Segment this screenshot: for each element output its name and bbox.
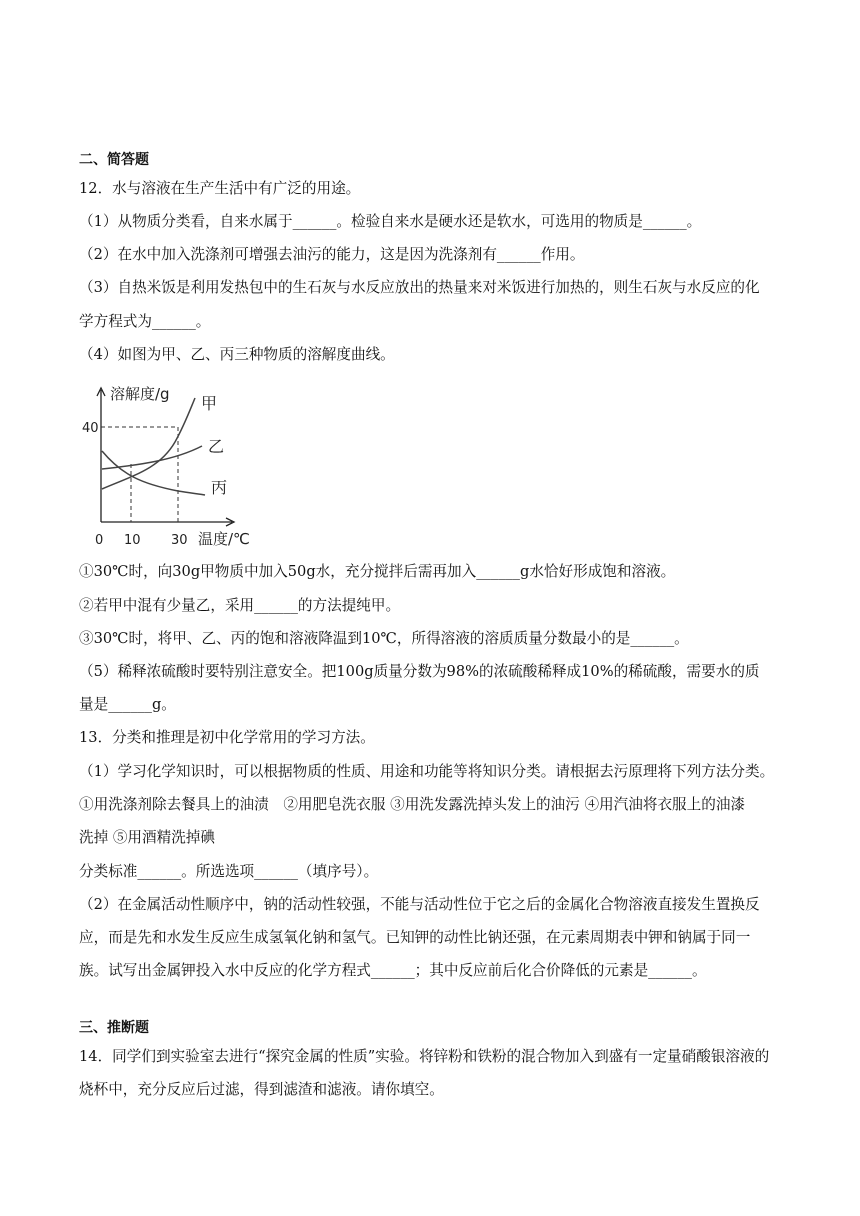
q12-part3-line2: 学方程式为______。 <box>79 313 211 330</box>
curve-jia <box>102 398 195 489</box>
x-tick-10: 10 <box>124 533 141 548</box>
curve-bing <box>102 451 205 495</box>
q13-part1-line3: 洗掉 ⑤用酒精洗掉碘 <box>79 829 215 846</box>
x-tick-0: 0 <box>95 533 104 548</box>
x-axis-label: 温度/℃ <box>198 530 250 548</box>
y-tick-40: 40 <box>82 421 99 436</box>
q13-part2-line2: 应，而是先和水发生反应生成氢氧化钠和氢气。已知钾的动性比钠还强，在元素周期表中钾和钠属于同一 <box>79 929 751 946</box>
y-axis-label: 溶解度/g <box>110 385 170 403</box>
q12-part5-line2: 量是______g。 <box>79 696 176 713</box>
q13-part2-line3: 族。试写出金属钾投入水中反应的化学方程式______；其中反应前后化合价降低的元素是______。 <box>79 962 707 979</box>
q14-stem-line1: 14．同学们到实验室去进行“探究金属的性质”实验。将锌粉和铁粉的混合物加入到盛有一定量硝酸银溶液的 <box>79 1048 770 1065</box>
q12-part1: （1）从物质分类看，自来水属于______。检验自来水是硬水还是软水，可选用的物质是______。 <box>79 213 702 230</box>
x-tick-30: 30 <box>171 533 188 548</box>
q12-sub3: ③30℃时，将甲、乙、丙的饱和溶液降温到10℃，所得溶液的溶质质量分数最小的是______。 <box>79 630 689 647</box>
q13-part2-line1: （2）在金属活动性顺序中，钠的活动性较强，不能与活动性位于它之后的金属化合物溶液直接发生置换反 <box>79 896 760 913</box>
series-label-bing: 丙 <box>211 478 228 497</box>
q12-part5-line1: （5）稀释浓硫酸时要特别注意安全。把100g质量分数为98%的浓硫酸稀释成10%的稀硫酸，需要水的质 <box>79 663 760 680</box>
q12-part4: （4）如图为甲、乙、丙三种物质的溶解度曲线。 <box>79 346 395 363</box>
q12-part3-line1: （3）自热米饭是利用发热包中的生石灰与水反应放出的热量来对米饭进行加热的，则生石灰与水反应的化 <box>79 279 760 296</box>
q13-stem: 13．分类和推理是初中化学常用的学习方法。 <box>79 729 375 746</box>
q12-sub1: ①30℃时，向30g甲物质中加入50g水，充分搅拌后需再加入______g水恰好形成饱和溶液。 <box>79 563 676 580</box>
series-label-yi: 乙 <box>208 437 225 456</box>
q13-part1-line4: 分类标准______。所选选项______（填序号）。 <box>79 863 379 880</box>
q13-part1-line1: （1）学习化学知识时，可以根据物质的性质、用途和功能等将知识分类。请根据去污原理将下列方法分类。 <box>79 763 775 780</box>
series-label-jia: 甲 <box>201 394 218 413</box>
section-2-heading: 二、简答题 <box>79 152 149 168</box>
q14-stem-line2: 烧杯中，充分反应后过滤，得到滤渣和滤液。请你填空。 <box>79 1081 444 1098</box>
q13-part1-line2: ①用洗涤剂除去餐具上的油渍 ②用肥皂洗衣服 ③用洗发露洗掉头发上的油污 ④用汽油将衣服上的油漆 <box>79 796 746 813</box>
solubility-curve-figure <box>80 380 260 552</box>
section-3-heading: 三、推断题 <box>79 1020 149 1036</box>
q12-sub2: ②若甲中混有少量乙，采用______的方法提纯甲。 <box>79 597 401 614</box>
q12-stem: 12．水与溶液在生产生活中有广泛的用途。 <box>79 180 361 197</box>
q12-part2: （2）在水中加入洗涤剂可增强去油污的能力，这是因为洗涤剂有______作用。 <box>79 246 585 263</box>
